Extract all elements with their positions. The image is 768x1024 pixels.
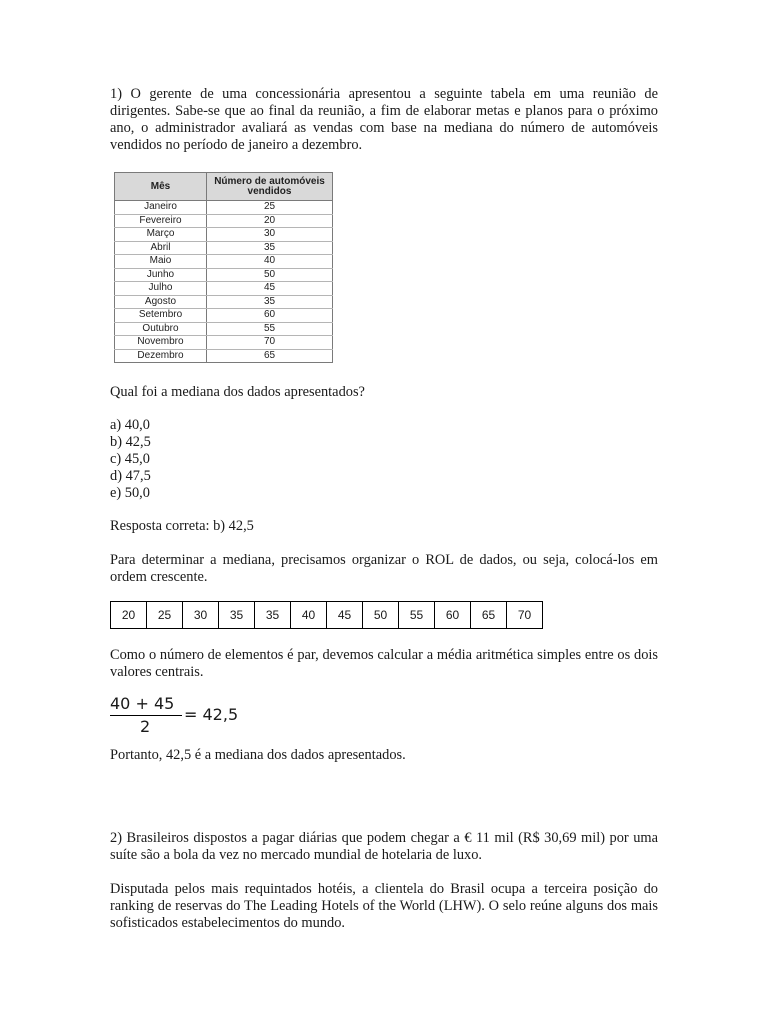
rol-cell: 35 [255,602,291,629]
question-1-intro: 1) O gerente de uma concessionária apresentou a seguinte tabela em uma reunião de dirigentes. Sabe-se que ao final da reunião, a fim de elaborar metas e planos para o próximo ano, o administrador avaliará as vendas com base na mediana do número de automóveis vendidos no período de janeiro a dezembro. [110,86,658,153]
sales-cell: 45 [207,282,333,296]
table-row [115,228,333,242]
table-row [115,322,333,336]
sales-table [114,172,333,363]
formula-numerator: 40 + 45 [110,694,175,713]
rol-cell: 20 [111,602,147,629]
explanation-even-count: Como o número de elementos é par, devemos calcular a média aritmética simples entre os dois valores centrais. [110,647,658,680]
rol-cell: 60 [435,602,471,629]
sales-cell: 70 [207,336,333,350]
month-cell: Abril [115,241,207,255]
rol-row [111,602,543,629]
month-cell: Novembro [115,336,207,350]
month-cell: Julho [115,282,207,296]
sales-cell: 35 [207,241,333,255]
option-d: d) 47,5 [110,468,151,484]
table-row [115,295,333,309]
sales-cell: 55 [207,322,333,336]
rol-cell: 35 [219,602,255,629]
header-month: Mês [115,173,207,201]
month-cell: Agosto [115,295,207,309]
table-row [115,214,333,228]
month-cell: Outubro [115,322,207,336]
rol-cell: 50 [363,602,399,629]
table-row [115,268,333,282]
month-cell: Maio [115,255,207,269]
sales-cell: 60 [207,309,333,323]
question-2-intro: 2) Brasileiros dispostos a pagar diárias que podem chegar a € 11 mil (R$ 30,69 mil) por uma suíte são a bola da vez no mercado mundial de hotelaria de luxo. [110,830,658,863]
table-row [115,255,333,269]
table-row [115,336,333,350]
rol-cell: 70 [507,602,543,629]
option-c: c) 45,0 [110,451,150,467]
sales-cell: 65 [207,349,333,363]
rol-table [110,601,543,629]
option-a: a) 40,0 [110,417,150,433]
table-row [115,309,333,323]
explanation-rol: Para determinar a mediana, precisamos organizar o ROL de dados, ou seja, colocá-los em ordem crescente. [110,552,658,585]
conclusion: Portanto, 42,5 é a mediana dos dados apresentados. [110,747,406,763]
table-row [115,201,333,215]
sales-cell: 25 [207,201,333,215]
rol-cell: 65 [471,602,507,629]
option-b: b) 42,5 [110,434,151,450]
header-cars-sold: Número de automóveis vendidos [207,173,333,201]
question-1-prompt: Qual foi a mediana dos dados apresentados? [110,384,365,400]
sales-cell: 30 [207,228,333,242]
table-row [115,349,333,363]
month-cell: Setembro [115,309,207,323]
fraction-bar [110,715,182,716]
rol-cell: 45 [327,602,363,629]
rol-cell: 40 [291,602,327,629]
month-cell: Dezembro [115,349,207,363]
sales-cell: 40 [207,255,333,269]
sales-cell: 50 [207,268,333,282]
rol-cell: 25 [147,602,183,629]
option-e: e) 50,0 [110,485,150,501]
rol-cell: 30 [183,602,219,629]
sales-cell: 35 [207,295,333,309]
rol-cell: 55 [399,602,435,629]
month-cell: Fevereiro [115,214,207,228]
formula-result: = 42,5 [184,705,239,724]
month-cell: Junho [115,268,207,282]
sales-cell: 20 [207,214,333,228]
table-row [115,282,333,296]
table-row [115,241,333,255]
formula-denominator: 2 [140,717,151,736]
question-2-text: Disputada pelos mais requintados hotéis, a clientela do Brasil ocupa a terceira posição do ranking de reservas do The Leading Hotels of the World (LHW). O selo reúne alguns dos mais sofisticados estabelecimentos do mundo. [110,881,658,931]
month-cell: Março [115,228,207,242]
month-cell: Janeiro [115,201,207,215]
correct-answer: Resposta correta: b) 42,5 [110,518,254,534]
sales-table-header-row [115,173,333,201]
